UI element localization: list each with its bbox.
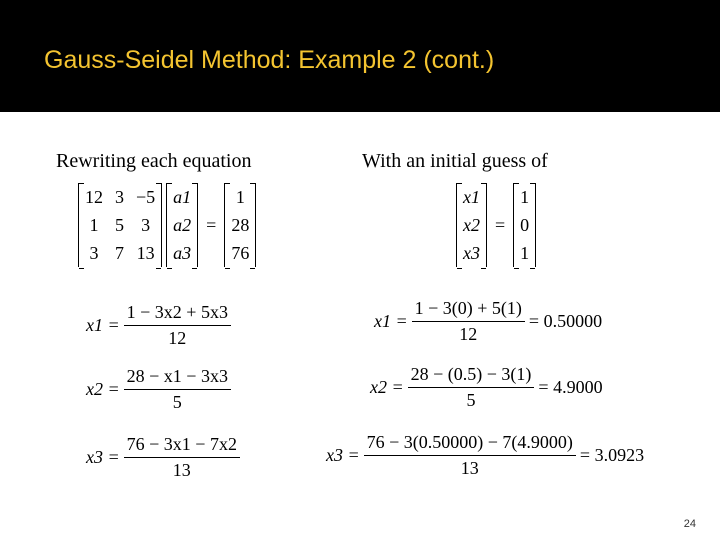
rhs-cell: 28 xyxy=(231,214,250,235)
fraction xyxy=(364,432,576,479)
numerator: 76 − 3x1 − 7x2 xyxy=(124,434,240,458)
eq-result: = 0.50000 xyxy=(528,311,603,331)
guess-var: x3 xyxy=(463,242,480,263)
matrix-system xyxy=(78,183,256,267)
guess-value: 1 xyxy=(520,186,530,207)
eq-lhs: x2 = xyxy=(370,377,404,397)
numerator: 76 − 3(0.50000) − 7(4.9000) xyxy=(364,432,576,456)
numerator: 1 − 3(0) + 5(1) xyxy=(412,298,525,322)
guess-value: 0 xyxy=(520,214,530,235)
rewritten-eq-2 xyxy=(86,366,235,413)
coef-cell: −5 xyxy=(136,186,156,207)
rewritten-eq-3 xyxy=(86,434,244,481)
fraction xyxy=(412,298,525,345)
denominator: 12 xyxy=(168,328,187,348)
unknown-cell: a1 xyxy=(173,186,192,207)
coef-cell: 13 xyxy=(136,242,155,263)
eq-lhs: x2 = xyxy=(86,379,120,399)
eq-result: = 3.0923 xyxy=(579,445,645,465)
denominator: 13 xyxy=(460,458,479,478)
rhs-cell: 1 xyxy=(235,186,245,207)
rhs-vector xyxy=(224,183,256,267)
guess-var: x2 xyxy=(463,214,480,235)
numerator: 1 − 3x2 + 5x3 xyxy=(124,302,231,326)
denominator: 5 xyxy=(172,392,182,412)
equals-sign: = xyxy=(206,214,217,235)
eq-lhs: x3 = xyxy=(86,447,120,467)
fraction xyxy=(124,366,231,413)
guess-value-vector xyxy=(513,183,536,267)
eq-lhs: x3 = xyxy=(326,445,360,465)
eq-lhs: x1 = xyxy=(86,315,120,335)
coef-cell: 5 xyxy=(115,214,124,235)
unknown-cell: a2 xyxy=(173,214,192,235)
coef-cell: 7 xyxy=(115,242,124,263)
coef-cell: 3 xyxy=(115,186,124,207)
substituted-eq-1 xyxy=(374,298,602,345)
coef-cell: 3 xyxy=(89,242,99,263)
denominator: 13 xyxy=(172,460,191,480)
fraction xyxy=(408,364,535,411)
guess-var-vector xyxy=(456,183,487,267)
unknown-vector xyxy=(166,183,198,267)
initial-guess xyxy=(456,183,536,267)
numerator: 28 − (0.5) − 3(1) xyxy=(408,364,535,388)
rhs-cell: 76 xyxy=(231,242,250,263)
denominator: 12 xyxy=(459,324,478,344)
fraction xyxy=(124,434,240,481)
left-caption: Rewriting each equation xyxy=(56,150,252,172)
eq-result: = 4.9000 xyxy=(538,377,603,397)
title-bar xyxy=(0,0,720,112)
coefficient-matrix xyxy=(78,183,162,267)
denominator: 5 xyxy=(466,390,476,410)
coef-cell: 3 xyxy=(141,214,151,235)
guess-var: x1 xyxy=(463,186,480,207)
substituted-eq-3 xyxy=(326,432,644,479)
guess-value: 1 xyxy=(520,242,530,263)
right-caption: With an initial guess of xyxy=(362,150,548,172)
rewritten-eq-1 xyxy=(86,302,235,349)
coef-cell: 12 xyxy=(85,186,103,207)
eq-lhs: x1 = xyxy=(374,311,408,331)
page-number: 24 xyxy=(683,518,696,530)
substituted-eq-2 xyxy=(370,364,603,411)
slide-title: Gauss-Seidel Method: Example 2 (cont.) xyxy=(44,46,495,74)
equals-sign: = xyxy=(495,214,506,235)
numerator: 28 − x1 − 3x3 xyxy=(124,366,231,390)
fraction xyxy=(124,302,231,349)
unknown-cell: a3 xyxy=(173,242,192,263)
coef-cell: 1 xyxy=(89,214,99,235)
